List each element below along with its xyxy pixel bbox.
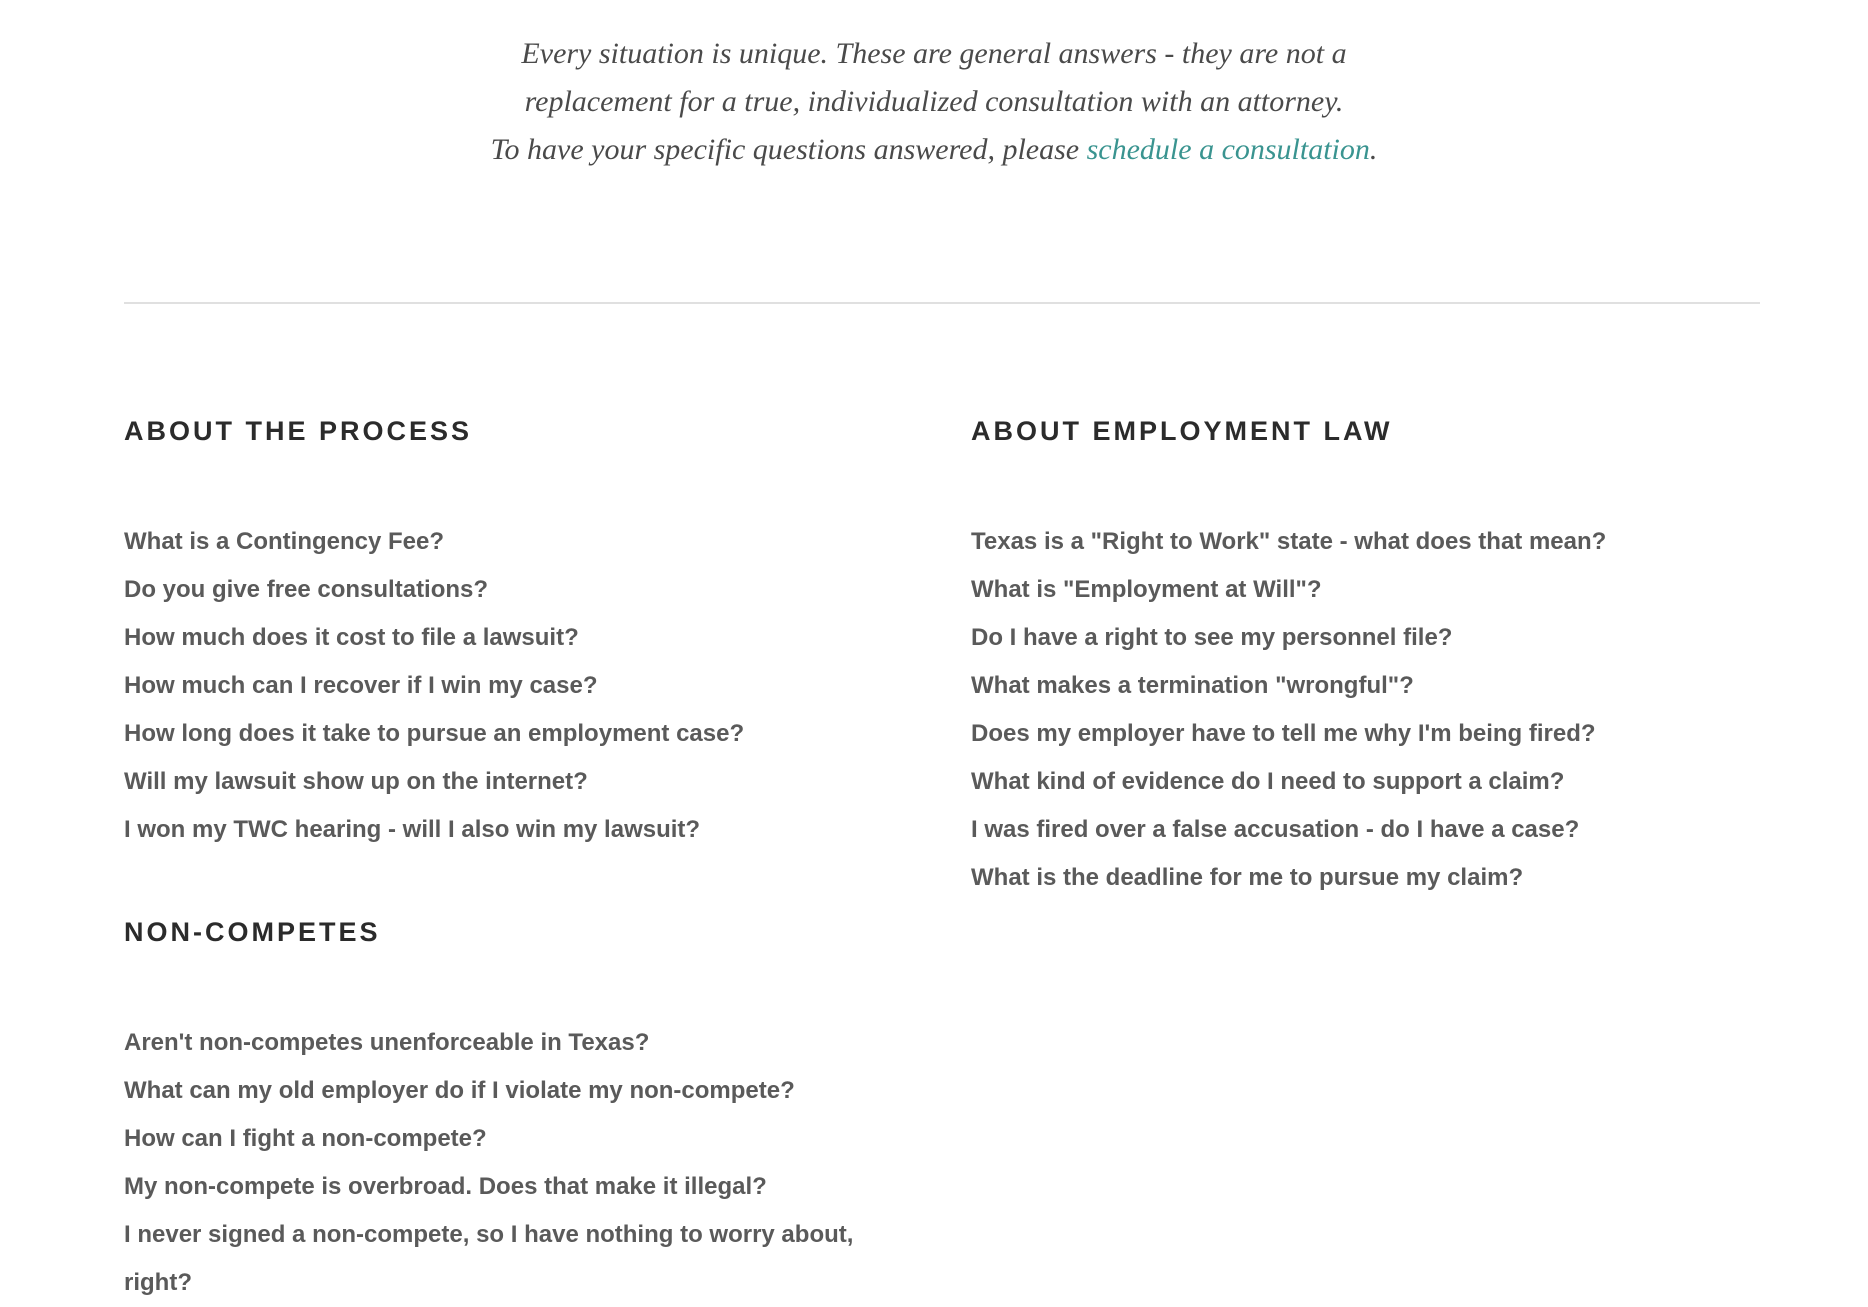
faq-link[interactable]: How much does it cost to file a lawsuit? <box>124 624 579 651</box>
faq-link[interactable]: What is "Employment at Will"? <box>971 576 1322 603</box>
faq-link[interactable]: Do I have a right to see my personnel file? <box>971 624 1453 651</box>
faq-link[interactable]: Do you give free consultations? <box>124 576 489 603</box>
section-divider <box>124 302 1760 304</box>
faq-link[interactable]: My non-compete is overbroad. Does that make it illegal? <box>124 1173 767 1200</box>
faq-link[interactable]: I won my TWC hearing - will I also win my lawsuit? <box>124 816 701 843</box>
faq-column-left <box>124 410 884 1307</box>
faq-link[interactable]: I never signed a non-compete, so I have nothing to worry about, right? <box>124 1221 854 1296</box>
employment-question-list <box>971 518 1751 902</box>
faq-link[interactable]: Will my lawsuit show up on the internet? <box>124 768 588 795</box>
faq-link[interactable]: What is a Contingency Fee? <box>124 528 445 555</box>
faq-link[interactable]: What is the deadline for me to pursue my claim? <box>971 864 1524 891</box>
intro-disclaimer <box>0 30 1868 174</box>
faq-link[interactable]: How much can I recover if I win my case? <box>124 672 598 699</box>
faq-link[interactable]: What makes a termination "wrongful"? <box>971 672 1414 699</box>
section-spacer <box>124 854 884 911</box>
intro-line-2: replacement for a true, individualized consultation with an attorney. <box>524 85 1344 118</box>
intro-line-3-suffix: . <box>1369 133 1378 166</box>
intro-line-3 <box>0 126 1868 174</box>
noncompete-question-list <box>124 1019 884 1307</box>
heading-about-the-process: ABOUT THE PROCESS <box>124 416 473 446</box>
schedule-consultation-link[interactable]: schedule a consultation <box>1086 133 1370 166</box>
process-question-list <box>124 518 884 854</box>
faq-column-right <box>971 410 1751 902</box>
intro-line-3-prefix: To have your specific questions answered, please <box>490 133 1087 166</box>
faq-link[interactable]: How long does it take to pursue an employment case? <box>124 720 745 747</box>
heading-non-competes: NON-COMPETES <box>124 917 381 947</box>
faq-link[interactable]: Texas is a "Right to Work" state - what does that mean? <box>971 528 1607 555</box>
faq-link[interactable]: Aren't non-competes unenforceable in Texas? <box>124 1029 650 1056</box>
heading-about-employment-law: ABOUT EMPLOYMENT LAW <box>971 416 1393 446</box>
faq-link[interactable]: What can my old employer do if I violate my non-compete? <box>124 1077 795 1104</box>
faq-link[interactable]: How can I fight a non-compete? <box>124 1125 487 1152</box>
faq-link[interactable]: I was fired over a false accusation - do I have a case? <box>971 816 1580 843</box>
intro-line-1: Every situation is unique. These are general answers - they are not a <box>521 37 1347 70</box>
faq-link[interactable]: What kind of evidence do I need to support a claim? <box>971 768 1565 795</box>
faq-link[interactable]: Does my employer have to tell me why I'm being fired? <box>971 720 1596 747</box>
